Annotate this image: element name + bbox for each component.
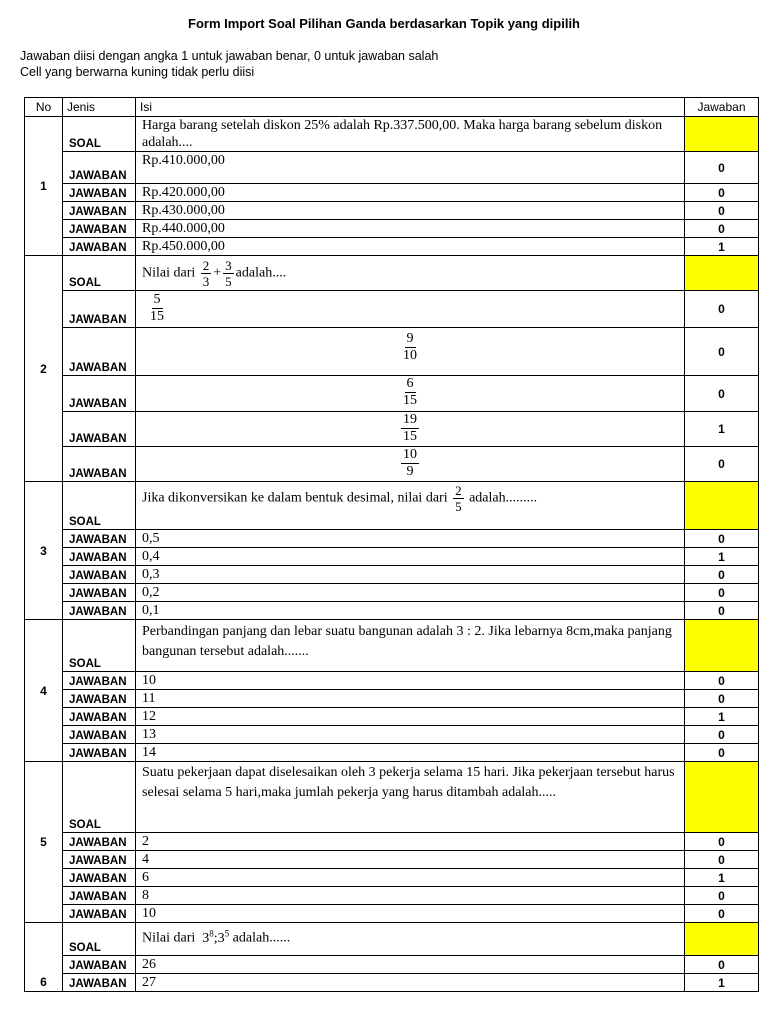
option-text[interactable]: 2 — [136, 833, 685, 851]
option-text[interactable]: 0,3 — [136, 566, 685, 584]
answer-value[interactable]: 1 — [685, 548, 759, 566]
question-number: 4 — [25, 620, 63, 762]
exponent: 5 — [224, 928, 230, 938]
answer-value[interactable]: 0 — [685, 566, 759, 584]
option-text[interactable]: 6 — [136, 869, 685, 887]
answer-value[interactable]: 1 — [685, 974, 759, 992]
type-soal: SOAL — [63, 256, 136, 291]
type-jawaban: JAWABAN — [63, 238, 136, 256]
type-jawaban: JAWABAN — [63, 447, 136, 482]
type-soal: SOAL — [63, 620, 136, 672]
table-row — [25, 744, 759, 762]
answer-value[interactable]: 0 — [685, 905, 759, 923]
type-jawaban: JAWABAN — [63, 584, 136, 602]
option-text[interactable]: 10 — [136, 905, 685, 923]
type-jawaban: JAWABAN — [63, 602, 136, 620]
table-row — [25, 620, 759, 672]
option-text[interactable]: Rp.450.000,00 — [136, 238, 685, 256]
table-row — [25, 851, 759, 869]
question-prefix: Jika dikonversikan ke dalam bentuk desimal, nilai dari — [142, 490, 448, 506]
fraction — [401, 413, 419, 444]
question-text[interactable]: Perbandingan panjang dan lebar suatu bangunan adalah 3 : 2. Jika lebarnya 8cm,maka panjang bangunan tersebut adalah....... — [136, 620, 685, 672]
answer-value[interactable]: 0 — [685, 220, 759, 238]
answer-cell-disabled — [685, 923, 759, 956]
answer-value[interactable]: 1 — [685, 708, 759, 726]
denominator: 5 — [225, 273, 232, 289]
answer-cell-disabled — [685, 117, 759, 152]
type-jawaban: JAWABAN — [63, 152, 136, 184]
type-jawaban: JAWABAN — [63, 566, 136, 584]
exponent: 8 — [209, 928, 214, 938]
table-row — [25, 376, 759, 412]
option-text[interactable] — [136, 447, 685, 482]
table-row — [25, 566, 759, 584]
question-number: 3 — [25, 482, 63, 620]
denominator: 15 — [403, 393, 417, 408]
answer-value[interactable]: 0 — [685, 584, 759, 602]
type-jawaban: JAWABAN — [63, 708, 136, 726]
type-jawaban: JAWABAN — [63, 869, 136, 887]
answer-value[interactable]: 1 — [685, 869, 759, 887]
question-text[interactable] — [136, 923, 685, 956]
type-soal: SOAL — [63, 117, 136, 152]
type-jawaban: JAWABAN — [63, 887, 136, 905]
type-jawaban: JAWABAN — [63, 974, 136, 992]
answer-value[interactable]: 0 — [685, 291, 759, 328]
question-text[interactable]: Suatu pekerjaan dapat diselesaikan oleh 3 pekerja selama 15 hari. Jika pekerjaan tersebut harus selesai selama 5 hari,maka jumlah pekerja yang harus ditambah adalah..... — [136, 762, 685, 833]
table-row — [25, 447, 759, 482]
type-jawaban: JAWABAN — [63, 672, 136, 690]
type-jawaban: JAWABAN — [63, 328, 136, 376]
operator: + — [213, 265, 222, 281]
option-text[interactable]: 10 — [136, 672, 685, 690]
denominator: 9 — [406, 464, 414, 479]
type-jawaban: JAWABAN — [63, 220, 136, 238]
answer-cell-disabled — [685, 482, 759, 530]
type-jawaban: JAWABAN — [63, 851, 136, 869]
option-text[interactable]: 27 — [136, 974, 685, 992]
header-row — [25, 98, 759, 117]
answer-value[interactable]: 0 — [685, 376, 759, 412]
table-row — [25, 291, 759, 328]
denominator: 3 — [202, 273, 210, 289]
question-text[interactable] — [136, 256, 685, 291]
table-row — [25, 238, 759, 256]
fraction — [148, 293, 166, 324]
type-jawaban: JAWABAN — [63, 202, 136, 220]
type-jawaban: JAWABAN — [63, 833, 136, 851]
table-row — [25, 672, 759, 690]
answer-value[interactable]: 0 — [685, 956, 759, 974]
type-soal: SOAL — [63, 923, 136, 956]
answer-value[interactable]: 1 — [685, 238, 759, 256]
fraction — [201, 259, 212, 288]
option-text[interactable] — [136, 412, 685, 447]
header-isi: Isi — [136, 98, 685, 117]
option-text[interactable]: 0,4 — [136, 548, 685, 566]
answer-cell-disabled — [685, 256, 759, 291]
instruction-line-1: Jawaban diisi dengan angka 1 untuk jawaban benar, 0 untuk jawaban salah — [20, 49, 439, 63]
table-row — [25, 220, 759, 238]
answer-cell-disabled — [685, 762, 759, 833]
question-table — [24, 97, 759, 992]
header-jawaban: Jawaban — [685, 98, 759, 117]
answer-value[interactable]: 0 — [685, 887, 759, 905]
question-text[interactable]: Harga barang setelah diskon 25% adalah Rp.337.500,00. Maka harga barang sebelum diskon adalah.... — [136, 117, 685, 152]
option-text[interactable]: Rp.440.000,00 — [136, 220, 685, 238]
separator: ; — [213, 930, 218, 946]
type-jawaban: JAWABAN — [63, 956, 136, 974]
type-jawaban: JAWABAN — [63, 412, 136, 447]
question-prefix: Nilai dari — [142, 265, 196, 281]
type-soal: SOAL — [63, 762, 136, 833]
table-row — [25, 328, 759, 376]
question-number: 6 — [25, 923, 63, 992]
question-number: 2 — [25, 256, 63, 482]
power-expression — [202, 928, 230, 946]
fraction — [223, 259, 234, 288]
table-row — [25, 117, 759, 152]
fraction — [401, 448, 419, 479]
type-jawaban: JAWABAN — [63, 291, 136, 328]
denominator: 15 — [403, 429, 417, 444]
answer-value[interactable]: 0 — [685, 447, 759, 482]
numerator: 10 — [403, 447, 417, 462]
type-jawaban: JAWABAN — [63, 905, 136, 923]
table-row — [25, 887, 759, 905]
answer-value[interactable]: 0 — [685, 690, 759, 708]
table-row — [25, 690, 759, 708]
numerator: 9 — [406, 331, 414, 346]
table-row — [25, 152, 759, 184]
numerator: 5 — [153, 292, 161, 307]
type-jawaban: JAWABAN — [63, 744, 136, 762]
answer-value[interactable]: 0 — [685, 726, 759, 744]
option-text[interactable]: Rp.430.000,00 — [136, 202, 685, 220]
table-row — [25, 974, 759, 992]
answer-value[interactable]: 0 — [685, 851, 759, 869]
header-jenis: Jenis — [63, 98, 136, 117]
denominator: 5 — [455, 499, 462, 514]
option-text[interactable]: Rp.420.000,00 — [136, 184, 685, 202]
option-text[interactable]: 0,2 — [136, 584, 685, 602]
instruction-line-2: Cell yang berwarna kuning tidak perlu diisi — [20, 65, 255, 79]
answer-cell-disabled — [685, 620, 759, 672]
answer-value[interactable]: 0 — [685, 152, 759, 184]
header-no: No — [25, 98, 63, 117]
option-text[interactable]: 13 — [136, 726, 685, 744]
option-text[interactable] — [136, 291, 685, 328]
option-text[interactable]: 0,5 — [136, 530, 685, 548]
table-row — [25, 256, 759, 291]
answer-value[interactable]: 0 — [685, 744, 759, 762]
option-text[interactable]: 4 — [136, 851, 685, 869]
question-number: 5 — [25, 762, 63, 923]
option-text[interactable]: 14 — [136, 744, 685, 762]
type-jawaban: JAWABAN — [63, 530, 136, 548]
option-text[interactable]: Rp.410.000,00 — [136, 152, 685, 184]
table-row — [25, 602, 759, 620]
table-row — [25, 708, 759, 726]
denominator: 10 — [403, 348, 417, 363]
table-row — [25, 184, 759, 202]
table-row — [25, 726, 759, 744]
option-text[interactable]: 12 — [136, 708, 685, 726]
page-title: Form Import Soal Pilihan Ganda berdasarkan Topik yang dipilih — [188, 16, 580, 31]
table-row — [25, 412, 759, 447]
option-text[interactable] — [136, 376, 685, 412]
option-text[interactable]: 11 — [136, 690, 685, 708]
option-text[interactable]: 8 — [136, 887, 685, 905]
question-suffix: adalah...... — [232, 930, 291, 946]
option-text[interactable]: 26 — [136, 956, 685, 974]
table-row — [25, 584, 759, 602]
type-jawaban: JAWABAN — [63, 690, 136, 708]
question-suffix: adalah......... — [469, 490, 538, 506]
numerator: 6 — [406, 376, 414, 391]
table-row — [25, 833, 759, 851]
denominator: 15 — [150, 309, 164, 324]
fraction — [401, 377, 419, 408]
type-soal: SOAL — [63, 482, 136, 530]
numerator: 19 — [403, 412, 417, 427]
table-row — [25, 482, 759, 530]
answer-value[interactable]: 0 — [685, 328, 759, 376]
question-number: 1 — [25, 117, 63, 256]
table-row — [25, 869, 759, 887]
table-row — [25, 905, 759, 923]
answer-value[interactable]: 0 — [685, 833, 759, 851]
table-row — [25, 530, 759, 548]
answer-value[interactable]: 0 — [685, 672, 759, 690]
fraction — [453, 484, 464, 513]
table-row — [25, 202, 759, 220]
answer-value[interactable]: 0 — [685, 602, 759, 620]
answer-value[interactable]: 0 — [685, 530, 759, 548]
option-text[interactable] — [136, 328, 685, 376]
answer-value[interactable]: 0 — [685, 202, 759, 220]
option-text[interactable]: 0,1 — [136, 602, 685, 620]
type-jawaban: JAWABAN — [63, 376, 136, 412]
numerator: 2 — [202, 257, 210, 273]
type-jawaban: JAWABAN — [63, 548, 136, 566]
numerator: 3 — [225, 257, 232, 273]
type-jawaban: JAWABAN — [63, 726, 136, 744]
question-suffix: adalah.... — [235, 265, 287, 281]
fraction — [401, 332, 419, 363]
question-text[interactable] — [136, 482, 685, 530]
table-row — [25, 762, 759, 833]
question-prefix: Nilai dari — [142, 930, 196, 946]
numerator: 2 — [455, 483, 462, 498]
base: 3 — [202, 930, 210, 946]
type-jawaban: JAWABAN — [63, 184, 136, 202]
answer-value[interactable]: 1 — [685, 412, 759, 447]
table-row — [25, 548, 759, 566]
table-row — [25, 956, 759, 974]
answer-value[interactable]: 0 — [685, 184, 759, 202]
table-row — [25, 923, 759, 956]
base: 3 — [217, 930, 225, 946]
